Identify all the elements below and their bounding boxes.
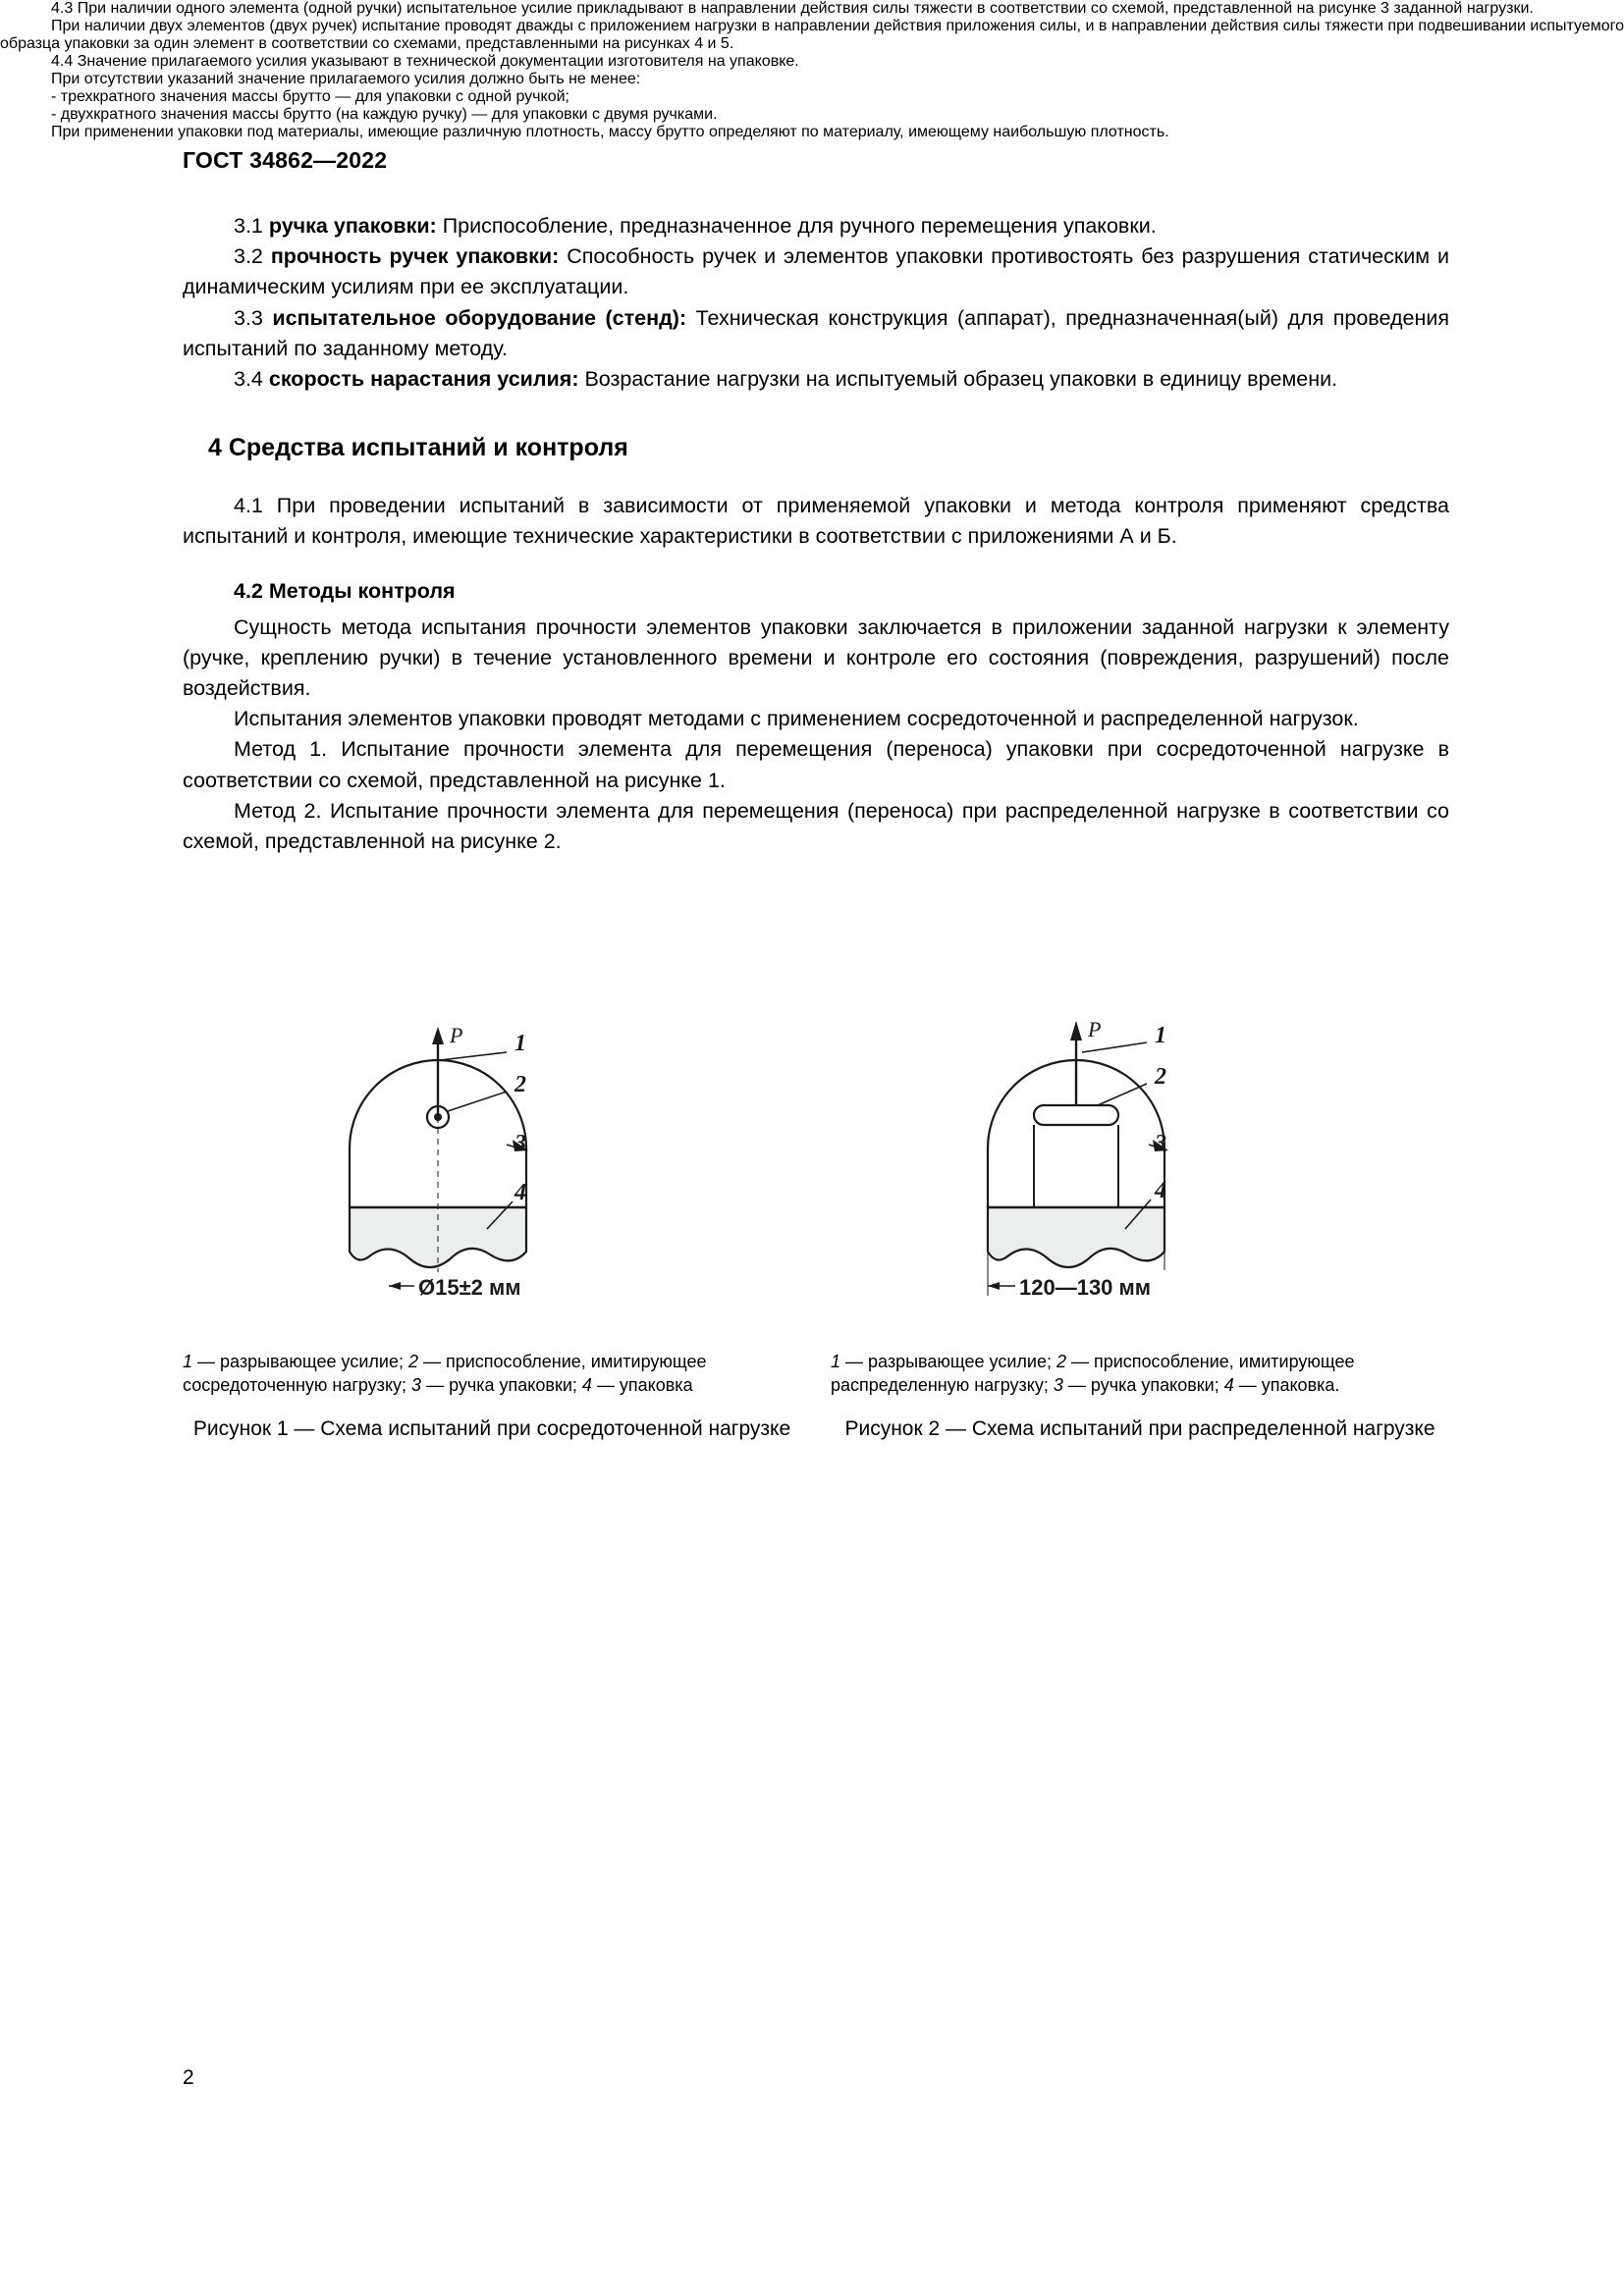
legend-text: — приспособление, имитирующее распределенную нагрузку; (831, 1352, 1355, 1396)
callout-2-label: 2 (514, 1072, 526, 1097)
callout-3-label: 3 (1155, 1131, 1166, 1156)
force-arrow-head (432, 1027, 444, 1044)
definition-term: скорость нарастания усилия: (268, 366, 579, 391)
definition-3-3 (183, 303, 1449, 364)
figures-row (183, 1001, 1449, 1551)
callout-1-leader (440, 1052, 507, 1060)
definition-text: Техническая конструкция (аппарат), предназначенная(ый) для проведения испытаний по заданному методу. (183, 305, 1449, 360)
definition-term: прочность ручек упаковки: (270, 244, 560, 269)
paragraph-4-2-d: Метод 2. Испытание прочности элемента для перемещения (переноса) при распределенной нагрузке в соответствии со схемой, представленной на рисунке 2. (183, 798, 1449, 853)
subheading-4-2: 4.2 Методы контроля (234, 578, 456, 603)
legend-key: 1 (183, 1352, 193, 1371)
paragraph-4-4-b: При отсутствии указаний значение прилагаемого усилия должно быть не менее: (51, 71, 641, 87)
paragraph-4-2-a: Сущность метода испытания прочности элементов упаковки заключается в приложении заданной нагрузки к элементу (ручке, креплению ручки) в течение установленного времени и контроле его состояния (повреждения, разрушений) после воздействия. (183, 614, 1449, 701)
definition-number: 3.1 (234, 214, 263, 238)
package-body-shape (988, 1207, 1164, 1267)
legend-text: — ручка упаковки; (1062, 1375, 1224, 1396)
legend-text: — ручка упаковки; (421, 1375, 582, 1396)
figure-1-drawing (183, 1001, 801, 1345)
paragraph-4-3-b: При наличии двух элементов (двух ручек) испытание проводят дважды с приложением нагрузки в направлении действия приложения силы, и в направлении действия силы тяжести при подвешивании испытуемого образца упаковки за один элемент в соответствии со схемами, представленными на рисунках 4 и 5. (0, 18, 1624, 52)
paragraph-4-2-c: Метод 1. Испытание прочности элемента для перемещения (переноса) упаковки при сосредоточенной нагрузке в соответствии со схемой, представленной на рисунке 1. (183, 737, 1449, 792)
callout-1-label: 1 (514, 1031, 526, 1056)
dimension-label: Ø15±2 мм (418, 1275, 521, 1300)
section-heading-4: 4 Средства испытаний и контроля (208, 434, 628, 462)
definition-3-4 (183, 364, 1449, 395)
paragraph-4-2-b: Испытания элементов упаковки проводят методами с применением сосредоточенной и распределенной нагрузок. (234, 707, 1359, 731)
definition-number: 3.2 (234, 244, 263, 269)
callout-3-label: 3 (514, 1131, 526, 1156)
figure-2-title: Рисунок 2 — Схема испытаний при распределенной нагрузке (844, 1416, 1435, 1440)
bullet-item-1: - трехкратного значения массы брутто — для упаковки с одной ручкой; (51, 88, 569, 105)
legend-text: — разрывающее усилие; (840, 1352, 1056, 1371)
definition-text: Возрастание нагрузки на испытуемый образец упаковки в единицу времени. (578, 366, 1338, 391)
page-header: ГОСТ 34862—2022 (183, 147, 388, 173)
main-text-column (183, 211, 1449, 857)
definition-term: испытательное оборудование (стенд): (272, 305, 687, 330)
figure-1-legend (183, 1350, 801, 1398)
callout-4-label: 4 (514, 1180, 526, 1205)
legend-text: — упаковка. (1233, 1375, 1340, 1396)
definition-term: ручка упаковки: (268, 214, 437, 238)
legend-key: 3 (411, 1375, 422, 1396)
definition-3-2 (183, 241, 1449, 302)
definition-text: Способность ручек и элементов упаковки противостоять без разрушения статическим и динамическим усилиям при ее эксплуатации. (183, 244, 1449, 299)
legend-key: 2 (1056, 1352, 1066, 1371)
legend-key: 4 (581, 1375, 592, 1396)
callout-2-label: 2 (1155, 1064, 1166, 1090)
bullet-item-2: - двухкратного значения массы брутто (на каждую ручку) — для упаковки с двумя ручками. (51, 106, 718, 123)
legend-key: 3 (1053, 1375, 1063, 1396)
callout-1-leader (1082, 1042, 1147, 1052)
paragraph-4-1: 4.1 При проведении испытаний в зависимости от применяемой упаковки и метода контроля применяют средства испытаний и контроля, имеющие технические характеристики в соответствии с приложениями А и Б. (183, 494, 1449, 549)
paragraph-4-4: 4.4 Значение прилагаемого усилия указывают в технической документации изготовителя на упаковке. (51, 53, 799, 70)
dimension-arrow-left (389, 1282, 401, 1290)
force-label: P (450, 1023, 463, 1047)
definition-number: 3.3 (234, 305, 263, 330)
legend-text: — приспособление, имитирующее сосредоточенную нагрузку; (183, 1352, 707, 1396)
paragraph-4-4-c: При применении упаковки под материалы, имеющие различную плотность, массу брутто определяют по материалу, имеющему наибольшую плотность. (51, 124, 1169, 140)
figure-2-drawing (831, 1001, 1449, 1345)
load-fixture-bar (1034, 1105, 1118, 1125)
dimension-arrow-left (988, 1282, 1000, 1290)
paragraph-4-3-a: 4.3 При наличии одного элемента (одной ручки) испытательное усилие прикладывают в направлении действия силы тяжести в соответствии со схемой, представленной на рисунке 3 заданной нагрузки. (51, 0, 1534, 17)
force-arrow-head (1070, 1021, 1082, 1041)
legend-text: — разрывающее усилие; (192, 1352, 408, 1371)
force-label: P (1088, 1017, 1102, 1041)
callout-1-label: 1 (1155, 1023, 1166, 1048)
figure-1-title: Рисунок 1 — Схема испытаний при сосредоточенной нагрузке (192, 1416, 791, 1440)
page-number: 2 (183, 2066, 194, 2089)
definition-number: 3.4 (234, 366, 263, 391)
legend-key: 2 (407, 1352, 418, 1371)
figure-1 (183, 1001, 801, 1551)
definition-3-1 (183, 211, 1449, 241)
legend-key: 1 (831, 1352, 841, 1371)
dimension-label: 120—130 мм (1019, 1275, 1152, 1300)
callout-4-label: 4 (1155, 1178, 1166, 1203)
figure-2 (831, 1001, 1449, 1551)
legend-key: 4 (1223, 1375, 1234, 1396)
legend-text: — упаковка (591, 1375, 693, 1396)
figure-2-legend (831, 1350, 1449, 1398)
definition-text: Приспособление, предназначенное для ручного перемещения упаковки. (436, 214, 1157, 238)
after-figures-text (0, 0, 1624, 141)
